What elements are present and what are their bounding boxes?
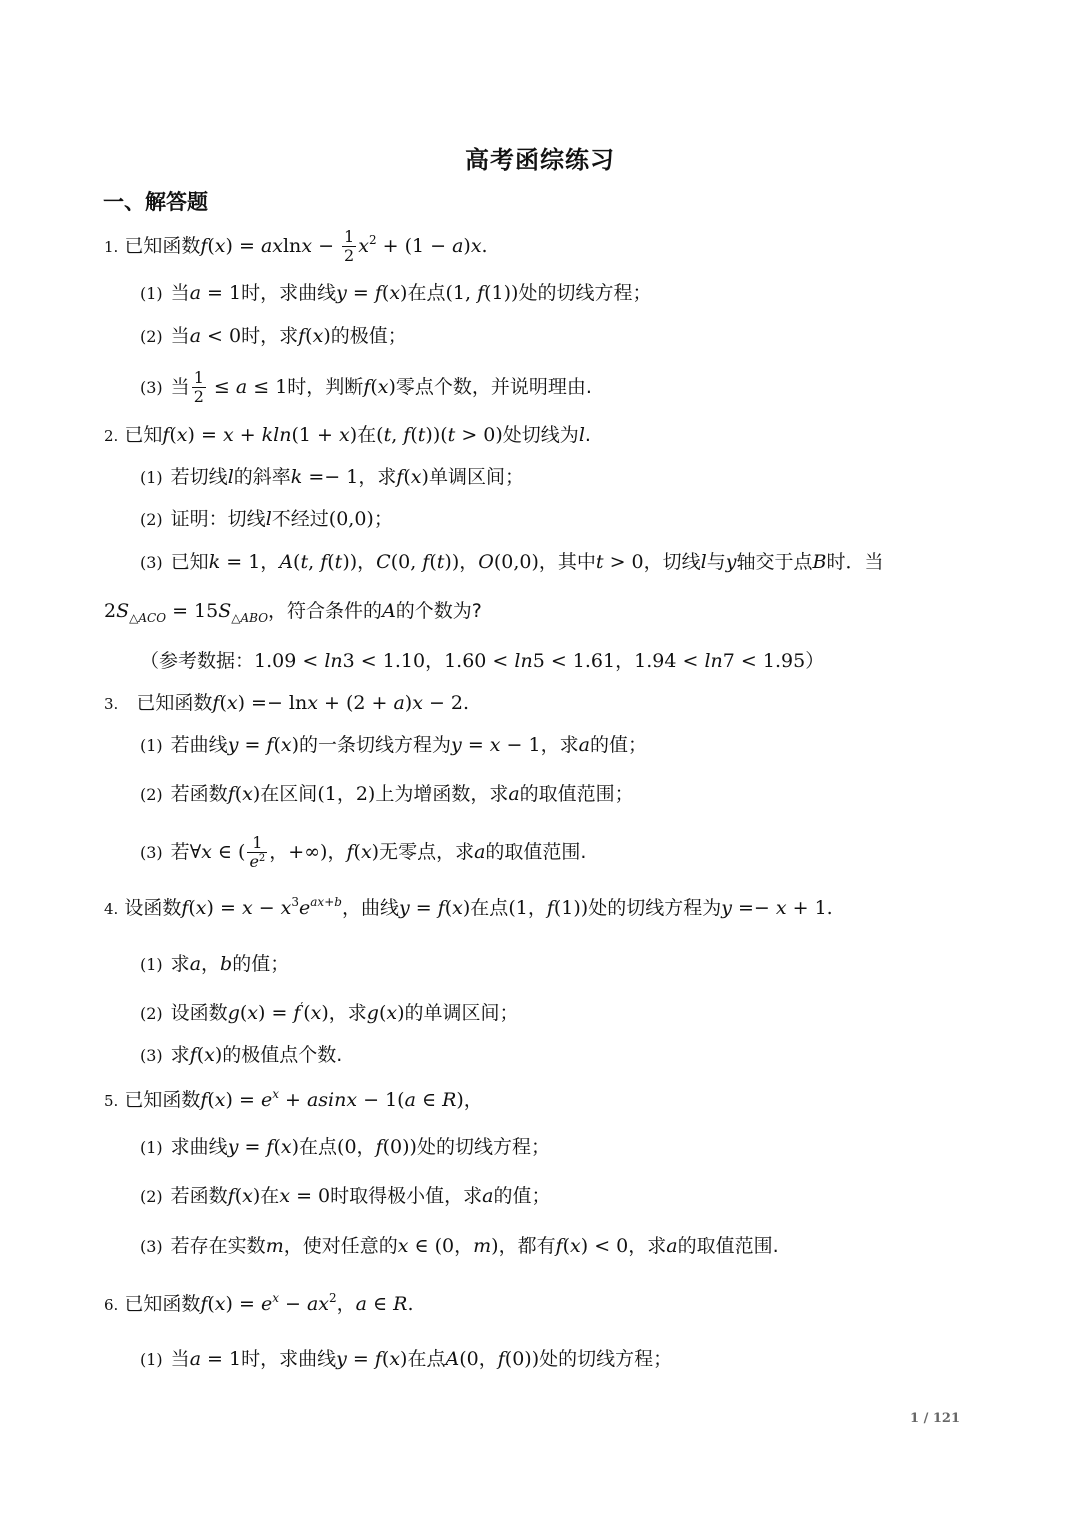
problem-4-part-3: (3) 求f(x)的极值点个数. [140,1044,343,1066]
problem-1-part-3: (3) 当 $\frac{1}{2}$ ≤ a ≤ 1时，判断f(x)零点个数，并说明理由. [140,368,592,406]
problem-3-part-1: (1) 若曲线y = f(x)的一条切线方程为y = x − 1，求a的值； [140,734,647,756]
page-title: 高考函综练习 [465,146,615,174]
problem-5-part-2: (2) 若函数f(x)在x = 0时取得极小值，求a的值； [140,1185,551,1207]
page-number: 1 / 121 [910,1411,960,1426]
problem-2-part-3: (3) 已知k = 1，A(t, f(t))，C(0, f(t))，O(0,0)，其中t > 0，切线l与y轴交于点B时．当 [140,551,884,573]
problem-3-stem: 3. 已知函数f(x) =− lnx + (2 + a)x − 2. [104,692,470,714]
problem-5-part-3: (3) 若存在实数m，使对任意的x ∈ (0，m)，都有f(x) < 0，求a的取值范围. [140,1235,779,1257]
problem-2-part-3-cont: $2S_{\triangle ACO} = 15S_{\triangle ABO}$，符合条件的A的个数为? [104,600,482,625]
problem-1-part-1: (1) 当a = 1时，求曲线y = f(x)在点(1, f(1))处的切线方程； [140,282,652,304]
problem-1-part-2: (2) 当a < 0时，求f(x)的极值； [140,325,407,347]
problem-2-part-2: (2) 证明：切线l不经过(0,0)； [140,508,393,530]
problem-2-stem: 2. 已知f(x) = x + kln(1 + x)在(t, f(t))(t > 0)处切线为l. [104,424,591,446]
problem-6-part-1: (1) 当a = 1时，求曲线y = f(x)在点A(0，f(0))处的切线方程； [140,1348,673,1370]
section-heading: 一、解答题 [103,190,208,214]
problem-3-part-3: (3) 若∀x ∈ ( $\frac{1}{e^2}$ ，+∞)，f(x)无零点，求a的取值范围. [140,833,587,871]
problem-1-stem: 1. 已知函数f(x) = axlnx − $\frac{1}{2}$ $x^2 + (1 - a)x$. [104,227,488,265]
problem-6-stem: 6. 已知函数$f(x) = e^x - ax^2$，a ∈ R. [104,1291,414,1315]
problem-4-part-2: (2) 设函数g(x) = f′(x)，求g(x)的单调区间； [140,1000,519,1024]
problem-2-part-1: (1) 若切线l的斜率k =− 1，求f(x)单调区间； [140,466,524,488]
problem-4-stem: 4. 设函数$f(x) = x - x^3e^{ax+b}$，曲线y = f(x)在点(1，f(1))处的切线方程为y =− x + 1. [104,895,833,919]
problem-5-stem: 5. 已知函数$f(x) = e^x + asinx - 1(a$ ∈ R)， [104,1087,483,1111]
problem-2-reference-data: （参考数据：1.09 < ln3 < 1.10，1.60 < ln5 < 1.61，1.94 < ln7 < 1.95） [140,650,825,672]
problem-5-part-1: (1) 求曲线y = f(x)在点(0，f(0))处的切线方程； [140,1136,550,1158]
problem-4-part-1: (1) 求a，b的值； [140,953,290,975]
problem-3-part-2: (2) 若函数f(x)在区间(1，2)上为增函数，求a的取值范围； [140,783,634,805]
